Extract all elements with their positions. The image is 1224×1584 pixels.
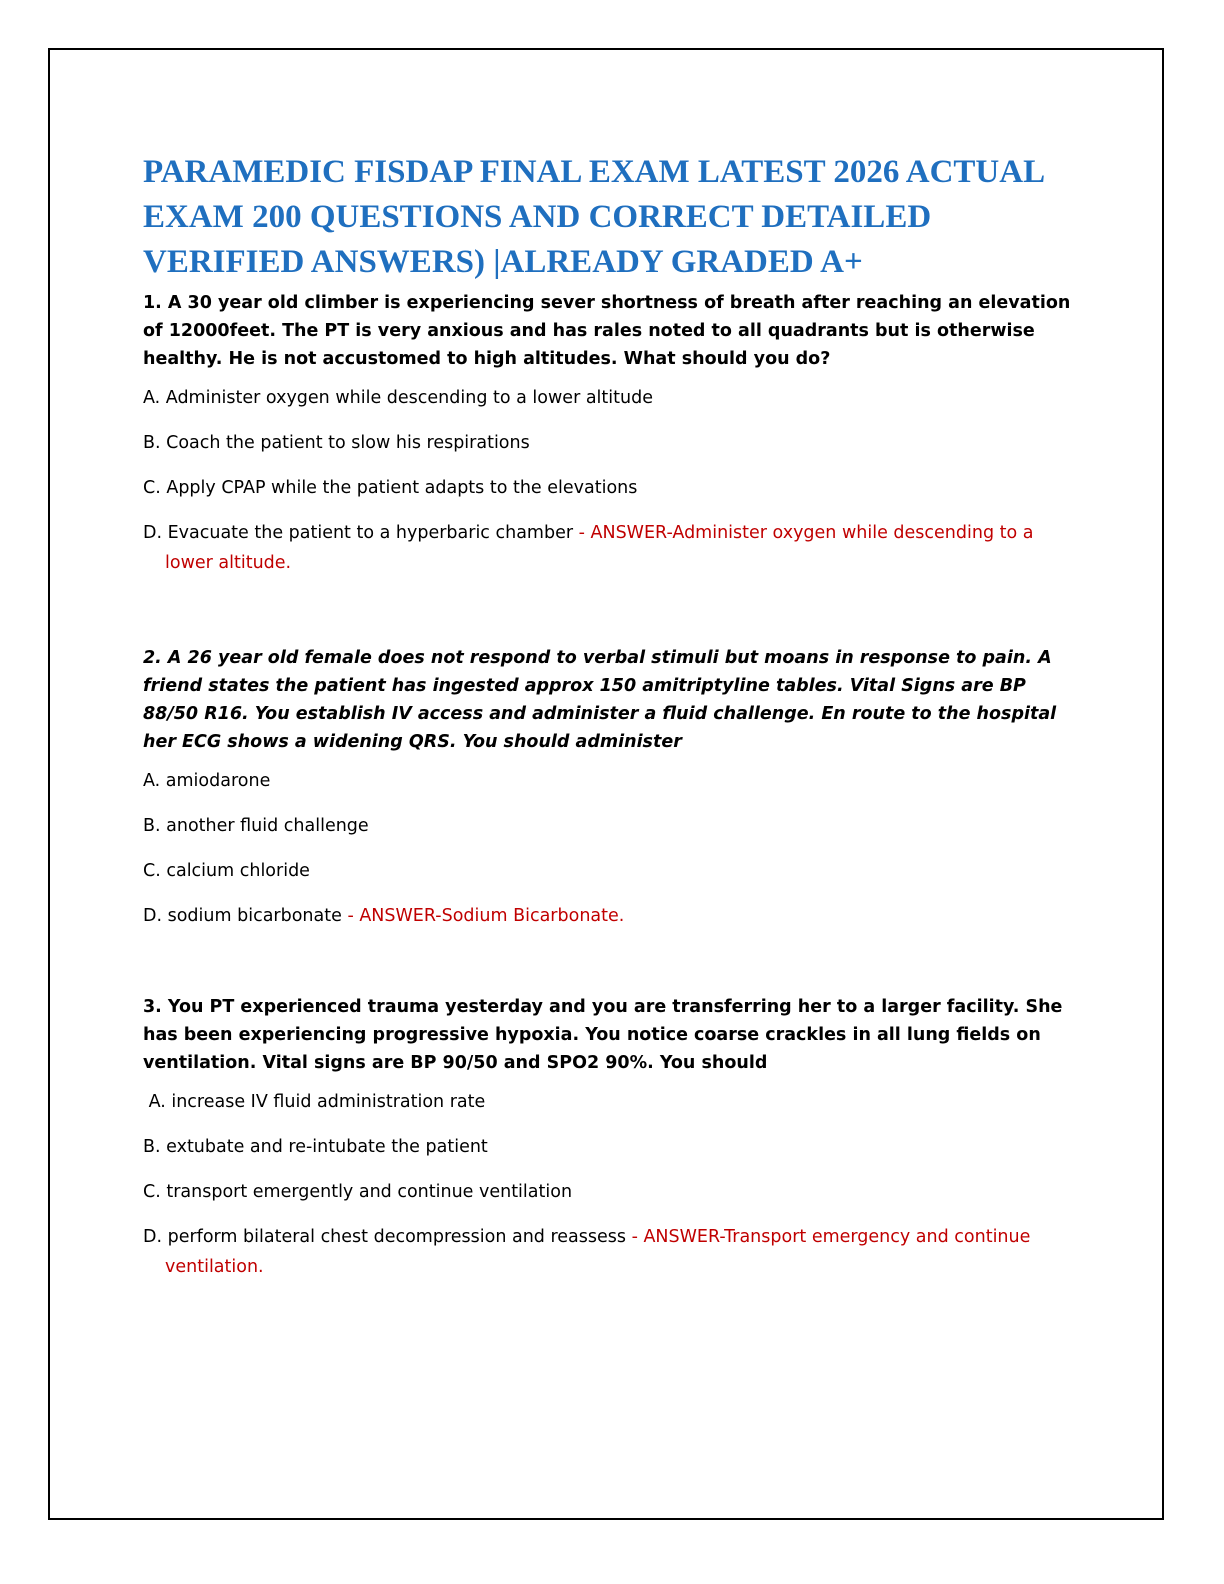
option-a: A. increase IV fluid administration rate	[143, 1092, 486, 1112]
option-b: B. extubate and re-intubate the patient	[143, 1137, 488, 1157]
option-c: C. calcium chloride	[143, 861, 310, 881]
option-d	[143, 518, 1083, 578]
option-d-text: D. Evacuate the patient to a hyperbaric chamber	[143, 523, 574, 543]
question-text: 2. A 26 year old female does not respond to verbal stimuli but moans in response to pain. A friend states the patient has ingested approx 150 amitriptyline tables. Vital Signs are BP 88/50 R16. You establish IV access and administer a fluid challenge. En route to the hospital her ECG shows a widening QRS. You should administer	[143, 648, 1057, 752]
option-a: A. Administer oxygen while descending to a lower altitude	[143, 388, 653, 408]
option-a: A. amiodarone	[143, 771, 271, 791]
question-text: 3. You PT experienced trauma yesterday and you are transferring her to a larger facility. She has been experiencing progressive hypoxia. You notice coarse crackles in all lung fields on ventilation. Vital signs are BP 90/50 and SPO2 90%. You should	[143, 997, 1063, 1073]
option-b: B. Coach the patient to slow his respirations	[143, 433, 530, 453]
spacer	[143, 593, 1083, 640]
document-title: PARAMEDIC FISDAP FINAL EXAM LATEST 2026 ACTUAL EXAM 200 QUESTIONS AND CORRECT DETAILED VERIFIED ANSWERS) |ALREADY GRADED A+	[143, 154, 1044, 280]
option-d-text: D. sodium bicarbonate	[143, 906, 342, 926]
question-text: 1. A 30 year old climber is experiencing sever shortness of breath after reaching an elevation of 12000feet. The PT is very anxious and has rales noted to all quadrants but is otherwise healthy. He is not accustomed to high altitudes. What should you do?	[143, 293, 1071, 369]
option-b: B. another fluid challenge	[143, 816, 369, 836]
question-block-2	[143, 644, 1083, 931]
option-c: C. transport emergently and continue ventilation	[143, 1182, 573, 1202]
answer-text: - ANSWER-Sodium Bicarbonate.	[341, 906, 625, 926]
option-d	[143, 901, 1083, 931]
answer-text: - ANSWER-Administer oxygen while descending to a lower altitude.	[165, 523, 1034, 573]
option-d	[143, 1222, 1083, 1282]
question-block-1	[143, 289, 1083, 578]
document-content	[143, 150, 1083, 1297]
option-d-text: D. perform bilateral chest decompression and reassess	[143, 1227, 627, 1247]
option-c: C. Apply CPAP while the patient adapts to the elevations	[143, 478, 638, 498]
spacer	[143, 946, 1083, 993]
answer-text: - ANSWER-Transport emergency and continue ventilation.	[165, 1227, 1031, 1277]
question-block-3	[143, 993, 1083, 1282]
